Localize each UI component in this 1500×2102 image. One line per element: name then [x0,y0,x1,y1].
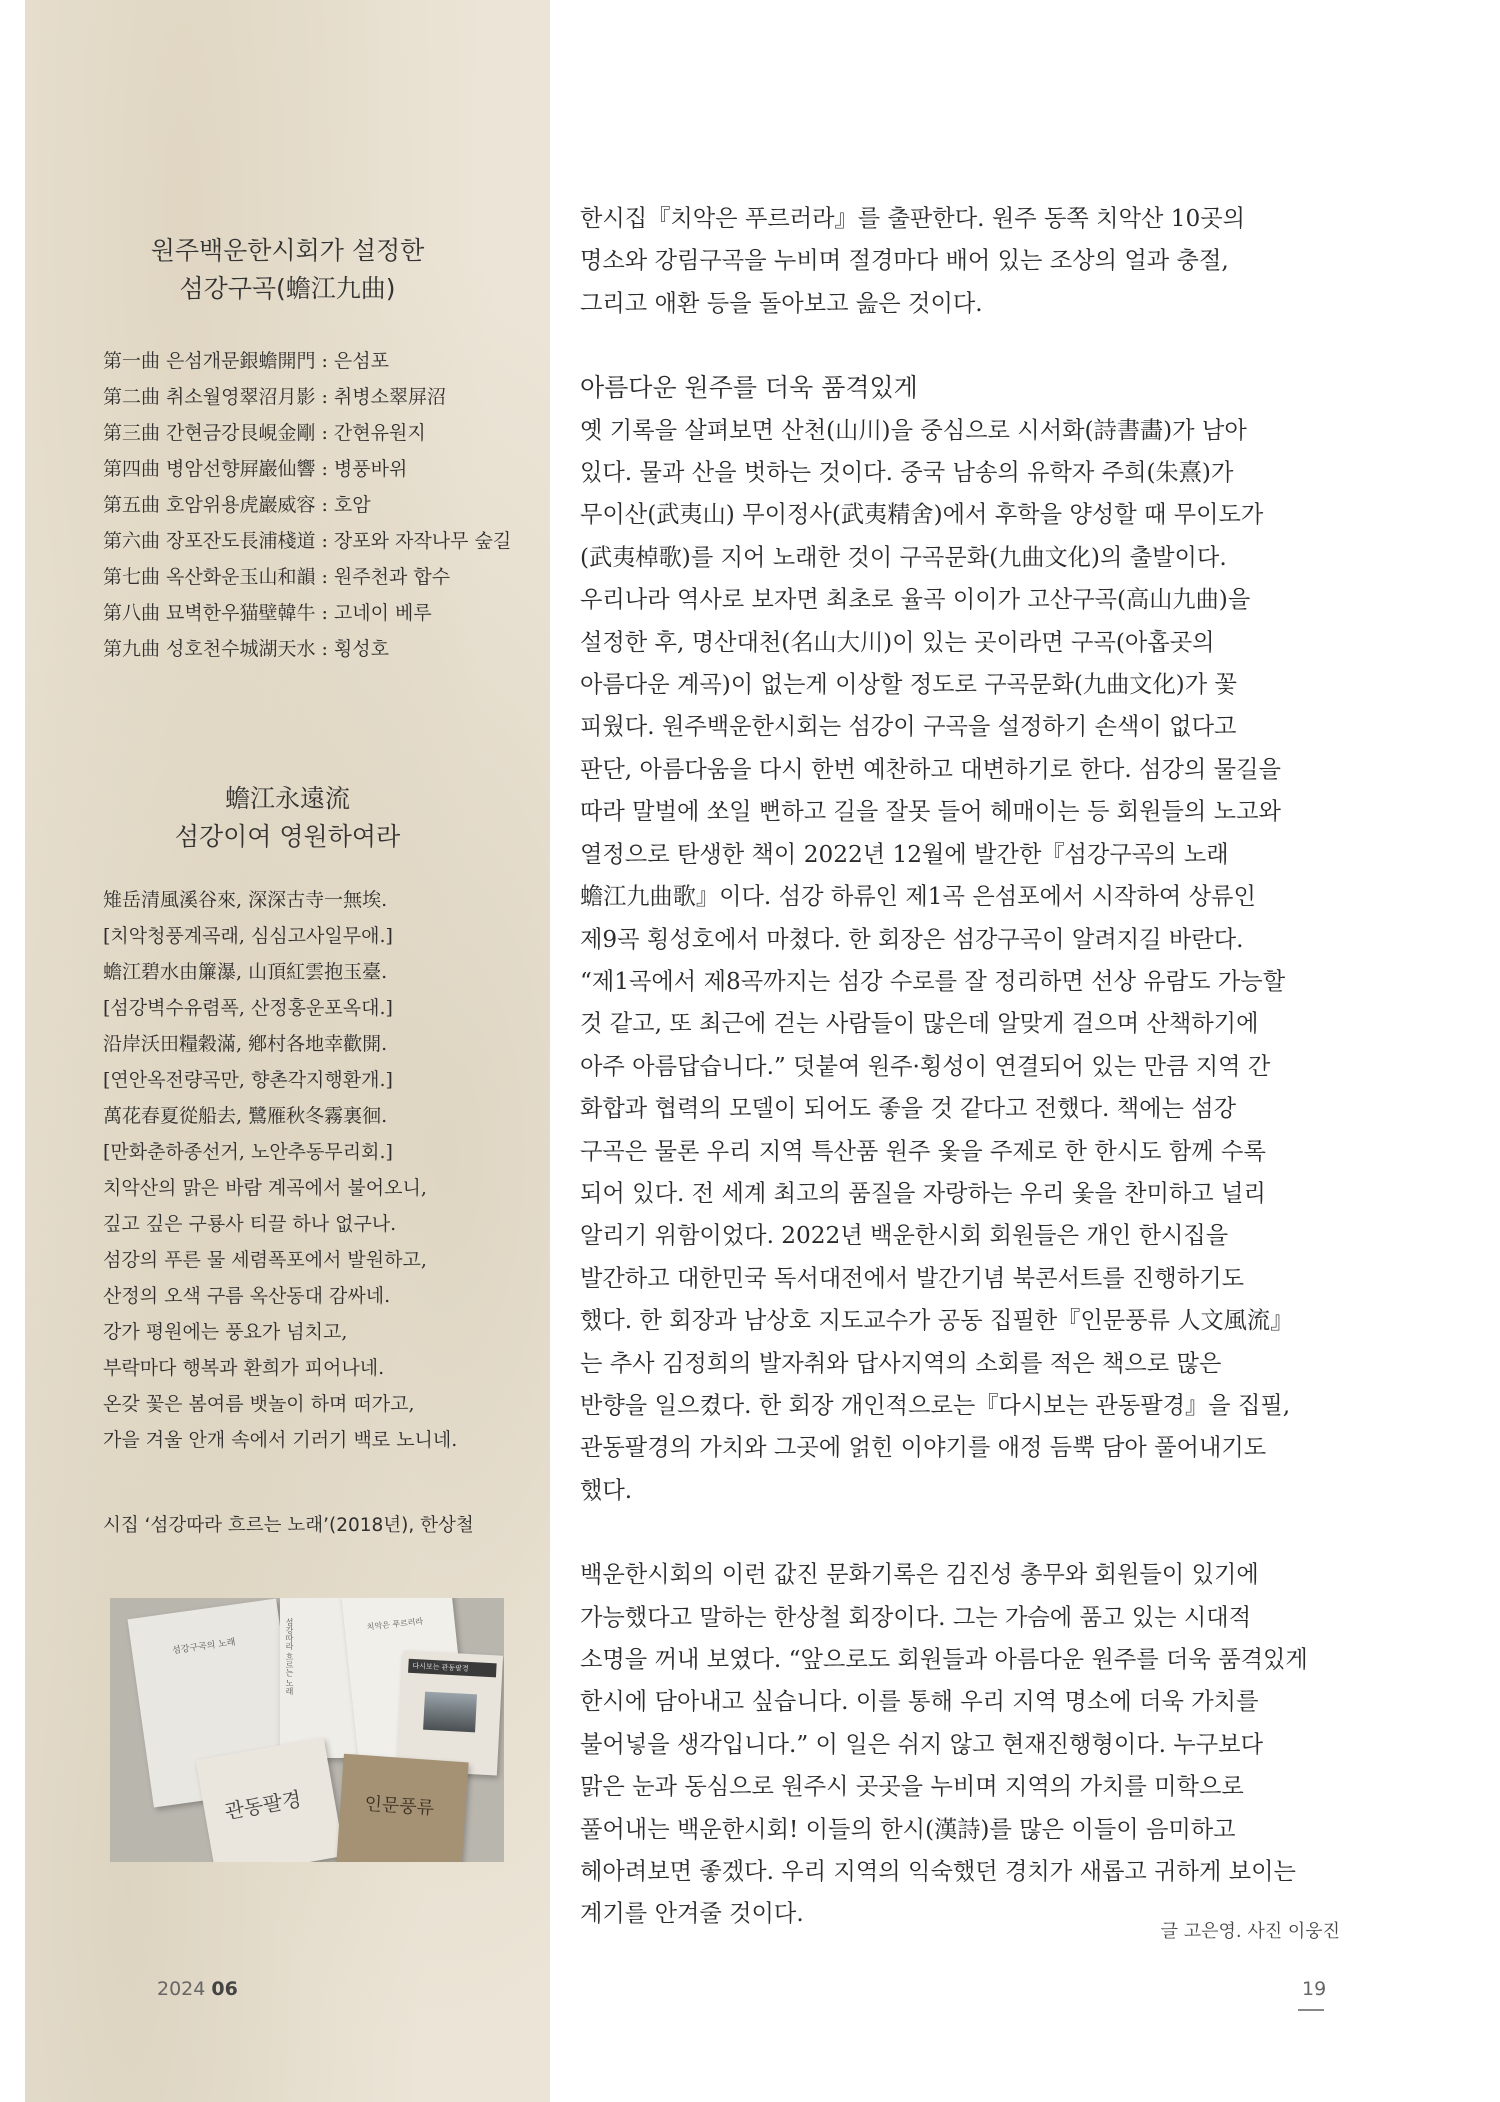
poem-line: 萬花春夏從船去, 鷺雁秋冬霧裏徊. [103,1105,388,1127]
article-line: 피웠다. 원주백운한시회는 섬강이 구곡을 설정하기 손색이 없다고 [580,713,1237,741]
books-photo [110,1598,504,1862]
article-line: 헤아려보면 좋겠다. 우리 지역의 익숙했던 경치가 새롭고 귀하게 보이는 [580,1858,1296,1886]
list-item: 第五曲 호암위용虎巖威容 : 호암 [103,494,371,516]
article-line: 했다. 한 회장과 남상호 지도교수가 공동 집필한『인문풍류 人文風流』 [580,1307,1294,1335]
article-line: 맑은 눈과 동심으로 원주시 곳곳을 누비며 지역의 가치를 미학으로 [580,1773,1244,1801]
article-line: 반향을 일으켰다. 한 회장 개인적으로는『다시보는 관동팔경』을 집필, [580,1391,1291,1419]
poem-line: 온갖 꽃은 봄여름 뱃놀이 하며 떠가고, [103,1393,415,1415]
article-line: 불어넣을 생각입니다.” 이 일은 쉬지 않고 현재진행형이다. 누구보다 [580,1730,1263,1758]
poem-line: [치악청풍계곡래, 심심고사일무애.] [103,925,393,947]
poem-line: 雉岳清風溪谷來, 深深古寺一無埃. [103,889,388,911]
book-cover [336,1754,468,1862]
article-line: 설정한 후, 명산대천(名山大川)이 있는 곳이라면 구곡(아홉곳의 [580,628,1215,656]
book-title: 섬강구곡의 노래 [171,1637,237,1657]
article-line: 계기를 안겨줄 것이다. [580,1900,804,1928]
list-item: 第九曲 성호천수城湖天水 : 횡성호 [103,638,389,660]
article-line: 되어 있다. 전 세계 최고의 품질을 자랑하는 우리 옻을 찬미하고 널리 [580,1179,1266,1207]
article-line: 화합과 협력의 모델이 되어도 좋을 것 같다고 전했다. 책에는 섬강 [580,1095,1237,1123]
list-item: 第八曲 묘벽한우猫壁韓牛 : 고네이 베루 [103,602,432,624]
article-line: 제9곡 횡성호에서 마쳤다. 한 회장은 섬강구곡이 알려지길 바란다. [580,925,1244,953]
book-title: 관동팔경 [222,1786,304,1824]
book-cover [196,1738,345,1862]
poem-line: 가을 겨울 안개 속에서 기러기 백로 노니네. [103,1429,458,1451]
article-body [580,198,1340,1936]
article-subheading: 아름다운 원주를 더욱 품격있게 [580,373,918,403]
book-cover [397,1650,503,1775]
article-line: 아주 아름답습니다.” 덧붙여 원주·횡성이 연결되어 있는 만큼 지역 간 [580,1052,1271,1080]
poem-line: [연안옥전량곡만, 향촌각지행환개.] [103,1069,393,1091]
article-line: 소명을 꺼내 보였다. “앞으로도 회원들과 아름다운 원주를 더욱 품격있게 [580,1646,1308,1673]
article-line: 따라 말벌에 쏘일 뻔하고 길을 잘못 들어 헤매이는 등 회원들의 노고와 [580,798,1281,826]
article-line: 그리고 애환 등을 돌아보고 읊은 것이다. [580,289,983,317]
article-line: 가능했다고 말하는 한상철 회장이다. 그는 가슴에 품고 있는 시대적 [580,1603,1252,1631]
article-line: 명소와 강림구곡을 누비며 절경마다 배어 있는 조상의 얼과 충절, [580,247,1229,275]
list-item: 第四曲 병암선향屛巖仙響 : 병풍바위 [103,458,408,480]
nine-bends-list [103,343,535,667]
poem-line: 沿岸沃田糧穀滿, 鄕村各地幸歡開. [103,1033,388,1055]
poem-line: 산정의 오색 구름 옥산동대 감싸네. [103,1285,391,1307]
poem [103,882,535,1458]
article-line: 판단, 아름다움을 다시 한번 예찬하고 대변하기로 한다. 섬강의 물길을 [580,755,1281,783]
article-line: (武夷棹歌)를 지어 노래한 것이 구곡문화(九曲文化)의 출발이다. [580,543,1227,571]
poem-line: 섬강의 푸른 물 세렴폭포에서 발원하고, [103,1249,427,1271]
book-title: 섬강따라 흐르는 노래 [285,1618,294,1696]
poem-line: 蟾江碧水由簾瀑, 山頂紅雲抱玉臺. [103,961,388,983]
box2-title-line1: 蟾江永遠流 [224,784,350,813]
article-line: 구곡은 물론 우리 지역 특산품 원주 옻을 주제로 한 한시도 함께 수록 [580,1137,1266,1165]
article-line: 관동팔경의 가치와 그곳에 얽힌 이야기를 애정 듬뿍 담아 풀어내기도 [580,1434,1267,1462]
poem-line: 치악산의 맑은 바람 계곡에서 불어오니, [103,1177,427,1199]
list-item: 第六曲 장포잔도長浦棧道 : 장포와 자작나무 숲길 [103,530,512,552]
book-title: 치악은 푸르러라 [366,1616,424,1632]
box1-title-line2: 섬강구곡(蟾江九曲) [179,274,396,303]
issue-year: 2024 [157,1978,206,2000]
issue-month: 06 [211,1978,238,2000]
article-line: 蟾江九曲歌』이다. 섬강 하류인 제1곡 은섬포에서 시작하여 상류인 [580,883,1256,911]
poem-line: [만화춘하종선거, 노안추동무리회.] [103,1141,393,1163]
poem-credit: 시집 ‘섬강따라 흐르는 노래’(2018년), 한상철 [103,1515,474,1536]
book-cover-image [423,1692,477,1733]
article-line: 한시집『치악은 푸르러라』를 출판한다. 원주 동쪽 치악산 10곳의 [580,205,1246,232]
poem-line: 부락마다 행복과 환희가 피어나네. [103,1357,385,1379]
poem-line: [섬강벽수유렴폭, 산정홍운포옥대.] [103,997,393,1019]
article-line: 것 같고, 또 최근에 걷는 사람들이 많은데 알맞게 걸으며 산책하기에 [580,1010,1259,1038]
list-item: 第七曲 옥산화운玉山和韻 : 원주천과 합수 [103,566,451,588]
article-line: 우리나라 역사로 보자면 최초로 율곡 이이가 고산구곡(高山九曲)을 [580,586,1251,614]
byline: 글 고은영. 사진 이웅진 [1160,1921,1340,1942]
article-line: 있다. 물과 산을 벗하는 것이다. 중국 남송의 유학자 주희(朱熹)가 [580,459,1234,487]
book-title: 인문풍류 [363,1793,435,1820]
article-line: 한시에 담아내고 싶습니다. 이를 통해 우리 지역 명소에 더욱 가치를 [580,1688,1259,1716]
box1-title-line1: 원주백운한시회가 설정한 [150,236,425,265]
poem-line: 깊고 깊은 구룡사 티끌 하나 없구나. [103,1213,397,1235]
list-item: 第一曲 은섬개문銀蟾開門 : 은섬포 [103,350,389,372]
article-line: 풀어내는 백운한시회! 이들의 한시(漢詩)를 많은 이들이 음미하고 [580,1815,1236,1843]
article-line: 아름다운 계곡)이 없는게 이상할 정도로 구곡문화(九曲文化)가 꽃 [580,671,1237,699]
page-number-rule [1298,2009,1324,2011]
article-line: 열정으로 탄생한 책이 2022년 12월에 발간한『섬강구곡의 노래 [580,840,1229,868]
article-line: 발간하고 대한민국 독서대전에서 발간기념 북콘서트를 진행하기도 [580,1264,1245,1292]
paragraph-gap [580,1512,1340,1554]
article-line: 했다. [580,1476,633,1504]
article-line: “제1곡에서 제8곡까지는 섬강 수로를 잘 정리하면 선상 유람도 가능할 [580,967,1286,995]
article-line: 무이산(武夷山) 무이정사(武夷精舍)에서 후학을 양성할 때 무이도가 [580,501,1264,529]
article-line: 알리기 위함이었다. 2022년 백운한시회 회원들은 개인 한시집을 [580,1222,1229,1250]
article-line: 백운한시회의 이런 값진 문화기록은 김진성 총무와 회원들이 있기에 [580,1561,1259,1589]
article-line: 옛 기록을 살펴보면 산천(山川)을 중심으로 시서화(詩書畵)가 남아 [580,416,1247,444]
paragraph-gap [580,325,1340,367]
list-item: 第三曲 간현금강艮峴金剛 : 간현유원지 [103,422,426,444]
sidebar-panel [25,0,550,2102]
article-line: 는 추사 김정희의 발자취와 답사지역의 소회를 적은 책으로 많은 [580,1349,1222,1377]
list-item: 第二曲 취소월영翠沼月影 : 취병소翠屏沼 [103,386,446,408]
book-title: 다시보는 관동팔경 [412,1661,469,1673]
box2-title-line2: 섬강이여 영원하여라 [174,822,401,851]
poem-line: 강가 평원에는 풍요가 넘치고, [103,1321,348,1343]
issue-date [157,1978,238,2000]
page-number: 19 [1302,1978,1327,2000]
